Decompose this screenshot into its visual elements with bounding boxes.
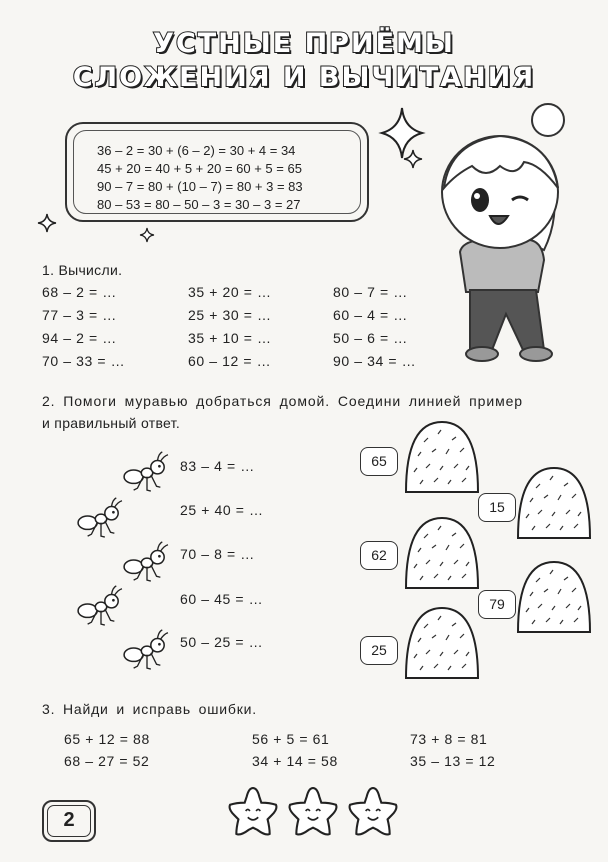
- task1-example: 60 – 12 = …: [188, 353, 272, 369]
- anthill-icon: [404, 518, 480, 590]
- anthill-icon: [404, 422, 480, 494]
- task3-column-2: [252, 731, 338, 775]
- page-title-line1: УСТНЫЕ ПРИЁМЫ: [153, 28, 455, 59]
- anthill-icon: [404, 608, 480, 680]
- star-face-icon: [228, 786, 278, 836]
- task1-example: 68 – 2 = …: [42, 284, 117, 300]
- task1-column-3: [333, 284, 416, 376]
- answer-box[interactable]: 62: [360, 541, 398, 570]
- task1-example: 70 – 33 = …: [42, 353, 126, 369]
- ant-icon: [122, 628, 172, 670]
- anthill-icon: [516, 562, 592, 634]
- task1-example: 80 – 7 = …: [333, 284, 408, 300]
- ant-icon: [122, 450, 172, 492]
- task1-example: 50 – 6 = …: [333, 330, 408, 346]
- task3-example: 73 + 8 = 81: [410, 731, 488, 747]
- task2-example: 83 – 4 = …: [180, 458, 255, 474]
- task2-example: 60 – 45 = …: [180, 591, 264, 607]
- rule-line: 45 + 20 = 40 + 5 + 20 = 60 + 5 = 65: [97, 161, 302, 176]
- star-face-icon: [288, 786, 338, 836]
- task3-example: 35 – 13 = 12: [410, 753, 496, 769]
- task2-example: 50 – 25 = …: [180, 634, 264, 650]
- page-number-box: [42, 800, 96, 842]
- task1-example: 35 + 10 = …: [188, 330, 272, 346]
- star-face-icon: [348, 786, 398, 836]
- page-number: 2: [47, 805, 91, 837]
- rule-line: 80 – 53 = 80 – 50 – 3 = 30 – 3 = 27: [97, 197, 301, 212]
- ant-icon: [122, 540, 172, 582]
- sparkle-icon: [38, 214, 56, 232]
- task2-heading-line2: и правильный ответ.: [42, 415, 181, 431]
- task3-example: 65 + 12 = 88: [64, 731, 150, 747]
- anthill-icon: [516, 468, 592, 540]
- answer-box[interactable]: 25: [360, 636, 398, 665]
- sparkle-icon: [140, 228, 154, 242]
- task3-example: 34 + 14 = 58: [252, 753, 338, 769]
- task1-example: 35 + 20 = …: [188, 284, 272, 300]
- ant-icon: [76, 584, 126, 626]
- answer-box[interactable]: 65: [360, 447, 398, 476]
- task1-example: 94 – 2 = …: [42, 330, 117, 346]
- task1-example: 90 – 34 = …: [333, 353, 417, 369]
- task3-column-3: [410, 731, 495, 775]
- task3-column-1: [64, 731, 150, 775]
- task3-heading: 3. Найди и исправь ошибки.: [42, 701, 257, 717]
- task1-heading: 1. Вычисли.: [42, 262, 123, 278]
- task2-example: 70 – 8 = …: [180, 546, 255, 562]
- rule-line: 36 – 2 = 30 + (6 – 2) = 30 + 4 = 34: [97, 143, 296, 158]
- rule-line: 90 – 7 = 80 + (10 – 7) = 80 + 3 = 83: [97, 179, 303, 194]
- task1-example: 77 – 3 = …: [42, 307, 117, 323]
- page-title-line2: СЛОЖЕНИЯ И ВЫЧИТАНИЯ: [72, 62, 536, 93]
- task3-example: 56 + 5 = 61: [252, 731, 330, 747]
- girl-illustration: [420, 92, 580, 367]
- example-box: [65, 122, 369, 222]
- ant-icon: [76, 496, 126, 538]
- task1-example: 60 – 4 = …: [333, 307, 408, 323]
- task3-example: 68 – 27 = 52: [64, 753, 150, 769]
- task2-example: 25 + 40 = …: [180, 502, 264, 518]
- task2-heading-line1: 2. Помоги муравью добраться домой. Соедини линией пример: [42, 393, 523, 409]
- answer-box[interactable]: 15: [478, 493, 516, 522]
- task1-column-1: [42, 284, 125, 376]
- task1-example: 25 + 30 = …: [188, 307, 272, 323]
- answer-box[interactable]: 79: [478, 590, 516, 619]
- task1-column-2: [188, 284, 272, 376]
